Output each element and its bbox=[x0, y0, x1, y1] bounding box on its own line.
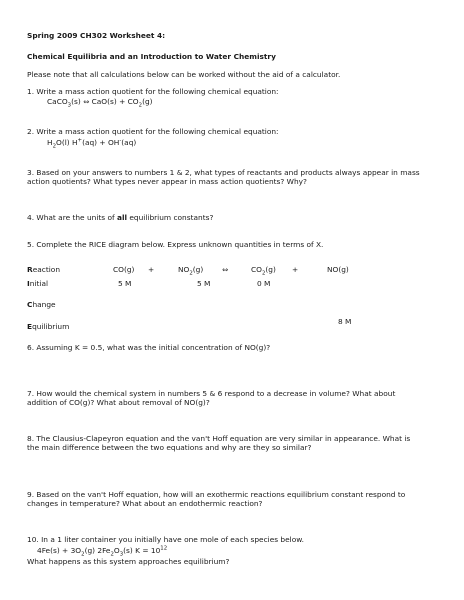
question-3-line-2: action quotients? What types never appear in mass action quotients? Why? bbox=[27, 177, 307, 186]
rice-equilibrium-no: 8 M bbox=[338, 317, 352, 326]
question-7-line-2: addition of CO(g)? What about removal of NO(g)? bbox=[27, 398, 210, 407]
question-10-line-3: What happens as this system approaches equilibrium? bbox=[27, 557, 230, 566]
question-1-equation: CaCO$_3$(s) ⇔ $CaO(s) + CO_2(g)$ bbox=[47, 97, 153, 109]
worksheet-title: Spring 2009 CH302 Worksheet 4: bbox=[27, 31, 166, 40]
question-4-text: 4. What are the units of all equilibrium constants? bbox=[27, 213, 214, 222]
question-7-line-1: 7. How would the chemical system in numbers 5 & 6 respond to a decrease in volume? What about bbox=[27, 389, 396, 398]
question-10-line-1: 10. In a 1 liter container you initially have one mole of each species below. bbox=[27, 535, 304, 544]
rice-row-initial: Initial bbox=[27, 279, 49, 288]
question-2-text: 2. Write a mass action quotient for the following chemical equation: bbox=[27, 127, 279, 136]
rice-row-equilibrium: Equilibrium bbox=[27, 322, 70, 331]
rice-species-co2: $CO_2(g)$ bbox=[251, 265, 276, 277]
question-8-line-1: 8. The Clausius-Clapeyron equation and the van't Hoff equation are very similar in appearance. What is bbox=[27, 434, 411, 443]
rice-species-no2: $NO_2(g)$ bbox=[178, 265, 204, 277]
rice-initial-co2: 0 M bbox=[257, 279, 271, 288]
question-6-text: 6. Assuming K = 0.5, what was the initial concentration of NO(g)? bbox=[27, 343, 271, 352]
rice-row-change: Change bbox=[27, 300, 56, 309]
question-3-line-1: 3. Based on your answers to numbers 1 & 2, what types of reactants and products always appear in mass bbox=[27, 168, 420, 177]
rice-row-reaction: Reaction bbox=[27, 265, 60, 274]
rice-plus-2: + bbox=[292, 265, 299, 274]
rice-equilibrium-arrow: ⇔ bbox=[222, 265, 229, 274]
worksheet-subtitle: Chemical Equilibria and an Introduction to Water Chemistry bbox=[27, 52, 276, 61]
question-8-line-2: the main difference between the two equations and why are they so similar? bbox=[27, 443, 312, 452]
rice-initial-no2: 5 M bbox=[197, 279, 211, 288]
question-1-text: 1. Write a mass action quotient for the following chemical equation: bbox=[27, 87, 279, 96]
question-9-line-1: 9. Based on the van't Hoff equation, how will an exothermic reactions equilibrium constant respond to bbox=[27, 490, 406, 499]
rice-species-co: CO(g) bbox=[113, 265, 135, 274]
rice-species-no: NO(g) bbox=[327, 265, 349, 274]
question-9-line-2: changes in temperature? What about an endothermic reaction? bbox=[27, 499, 263, 508]
rice-initial-co: 5 M bbox=[118, 279, 132, 288]
question-10-equation: $4Fe(s) + 3O_2(g)$ $2Fe_2O_3(s) K = 10^{12}$ bbox=[37, 545, 168, 558]
rice-plus-1: + bbox=[148, 265, 155, 274]
question-5-text: 5. Complete the RICE diagram below. Express unknown quantities in terms of X. bbox=[27, 240, 324, 249]
calculator-note: Please note that all calculations below can be worked without the aid of a calculator. bbox=[27, 70, 341, 79]
question-2-equation: $H_2O(l) H^+(aq) + OH^-(aq)$ bbox=[47, 137, 137, 150]
